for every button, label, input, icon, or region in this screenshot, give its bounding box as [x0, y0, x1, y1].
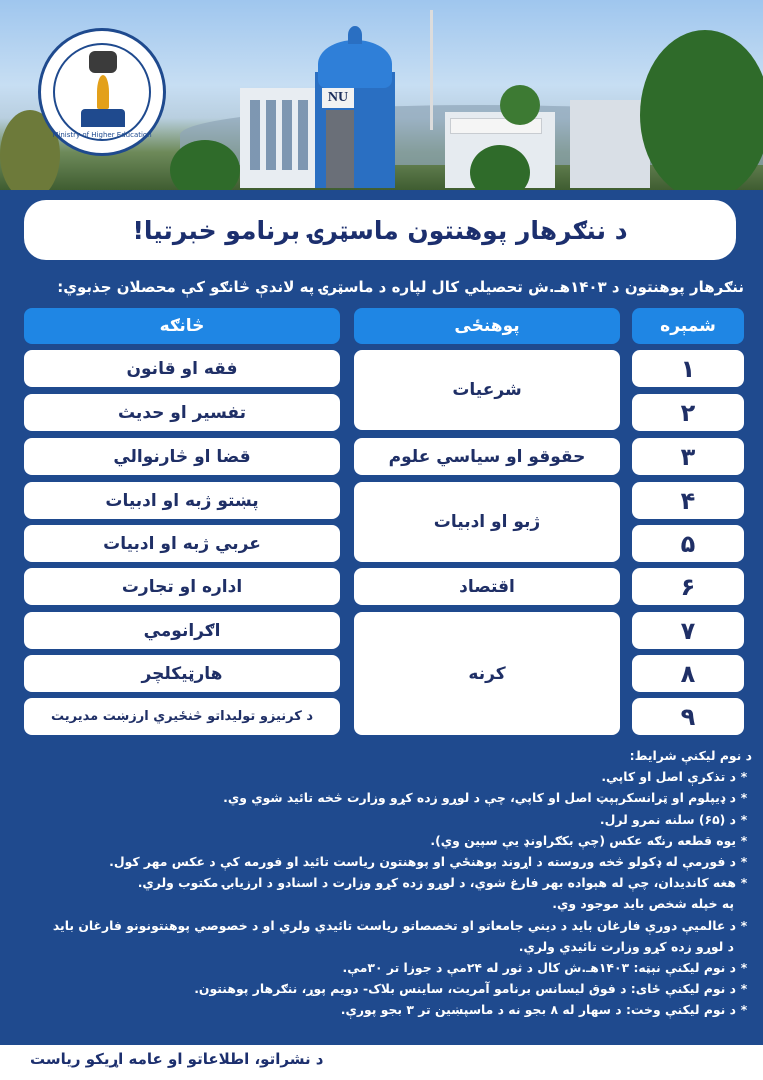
department-cell: قضا او څارنوالي [24, 438, 340, 475]
title-banner [24, 200, 736, 260]
number-cell: ۴ [632, 482, 744, 519]
department-cell: اګرانومي [24, 612, 340, 649]
conditions-heading: د نوم لیکنې شرایط: [629, 748, 752, 763]
number-cell: ۲ [632, 394, 744, 431]
tree [640, 30, 763, 190]
asterisk-icon: * [740, 875, 748, 891]
asterisk-icon: * [740, 832, 748, 848]
number-cell: ۶ [632, 568, 744, 605]
number-cell: ۳ [632, 438, 744, 475]
flag-pole [430, 10, 433, 130]
nu-sign: NU [322, 88, 354, 108]
footer-text: د نشراتو، اطلاعاتو او عامه اړیکو ریاست [30, 1050, 324, 1068]
asterisk-icon: * [740, 959, 748, 975]
conditions-list [14, 745, 752, 1020]
number-cell: ۸ [632, 655, 744, 692]
asterisk-icon: * [740, 790, 748, 806]
condition-item: *د نوم لیکنې نېټه: ۱۴۰۳هـ.ش کال د ثور له ۲۴مې د جوزا تر ۳۰مې. [14, 957, 752, 978]
condition-continuation: د لوړو زده کړو وزارت تائیدي ولري. [518, 938, 734, 954]
emblem-icon [89, 51, 117, 73]
blue-dome [318, 40, 392, 88]
asterisk-icon: * [740, 853, 748, 869]
condition-item: *د نوم لیکنې ځای: د فوق لیسانس برنامو آمریت، ساینس بلاک- دویم پوړ، ننګرهار پوهنتون. [14, 978, 752, 999]
department-cell: اداره او تجارت [24, 568, 340, 605]
building-windows [250, 100, 310, 170]
department-cell: عربي ژبه او ادبیات [24, 525, 340, 562]
asterisk-icon: * [740, 811, 748, 827]
faculty-cell: شرعیات [354, 350, 620, 430]
header-number: شمېره [632, 308, 744, 344]
department-cell: فقه او قانون [24, 350, 340, 387]
asterisk-icon: * [740, 769, 748, 785]
book-icon [81, 109, 125, 127]
condition-item: *د (۶۵) سلنه نمرو لرل. [14, 809, 752, 830]
department-cell: پښتو ژبه او ادبیات [24, 482, 340, 519]
number-cell: ۵ [632, 525, 744, 562]
department-cell: د کرنیزو تولیداتو څنځیري ارزښت مدیریت [24, 698, 340, 735]
asterisk-icon: * [740, 981, 748, 997]
condition-continuation: په خپله شخص باید موجود وي. [552, 896, 734, 912]
faculty-cell: کرنه [354, 612, 620, 735]
condition-item: *هغه کاندیدان، چې له هېواده بهر فارغ شوي، د لوړو زده کړو وزارت د اسنادو د ارزیابۍ مکتوب ولري. [14, 872, 752, 893]
number-cell: ۷ [632, 612, 744, 649]
tree [500, 85, 540, 125]
header-photo [0, 0, 763, 190]
entrance-tower [326, 110, 354, 188]
ministry-logo [38, 28, 166, 156]
header-department: څانګه [24, 308, 340, 344]
asterisk-icon: * [740, 917, 748, 933]
page-title: د ننګرهار پوهنتون ماسټرۍ برنامو خبرتیا! [132, 215, 628, 245]
intro-text: ننګرهار پوهنتون د ۱۴۰۳هـ.ش تحصیلي کال لپاره د ماسټرۍ په لاندې څانګو کې محصلان جذبوي: [57, 278, 744, 296]
dome-top [348, 26, 362, 44]
logo-text: Ministry of Higher Education [52, 131, 152, 139]
department-cell: تفسیر او حدیث [24, 394, 340, 431]
side-building [570, 100, 650, 188]
condition-item: *د تذکرې اصل او کاپي. [14, 766, 752, 787]
condition-item: *د نوم لیکنې وخت: د سهار له ۸ بجو نه د ماسپښین تر ۳ بجو پورې. [14, 999, 752, 1020]
torch-icon [97, 75, 109, 109]
department-cell: هارټیکلچر [24, 655, 340, 692]
condition-item: *د ډیپلوم او ټرانسکرېپټ اصل او کاپي، چې د لوړو زده کړو وزارت څخه تائید شوي وي. [14, 787, 752, 808]
condition-item: *یوه قطعه رنګه عکس (چې بکګراونډ یې سپین وي). [14, 830, 752, 851]
number-cell: ۹ [632, 698, 744, 735]
faculty-cell: حقوقو او سیاسي علوم [354, 438, 620, 475]
asterisk-icon: * [740, 1002, 748, 1018]
faculty-cell: ژبو او ادبیات [354, 482, 620, 562]
header-faculty: پوهنځی [354, 308, 620, 344]
condition-item: *د فورمې له ډکولو څخه وروسته د اړوند پوهنځي او پوهنتون ریاست تائید او فورمه کې د عکس مهر کول. [14, 851, 752, 872]
faculty-cell: اقتصاد [354, 568, 620, 605]
number-cell: ۱ [632, 350, 744, 387]
condition-item: *د عالمیې دورې فارغان باید د دیني جامعاتو او تخصصاتو ریاست تائیدي ولري او د خصوصي پوهنتونونو فارغان باید [14, 915, 752, 936]
